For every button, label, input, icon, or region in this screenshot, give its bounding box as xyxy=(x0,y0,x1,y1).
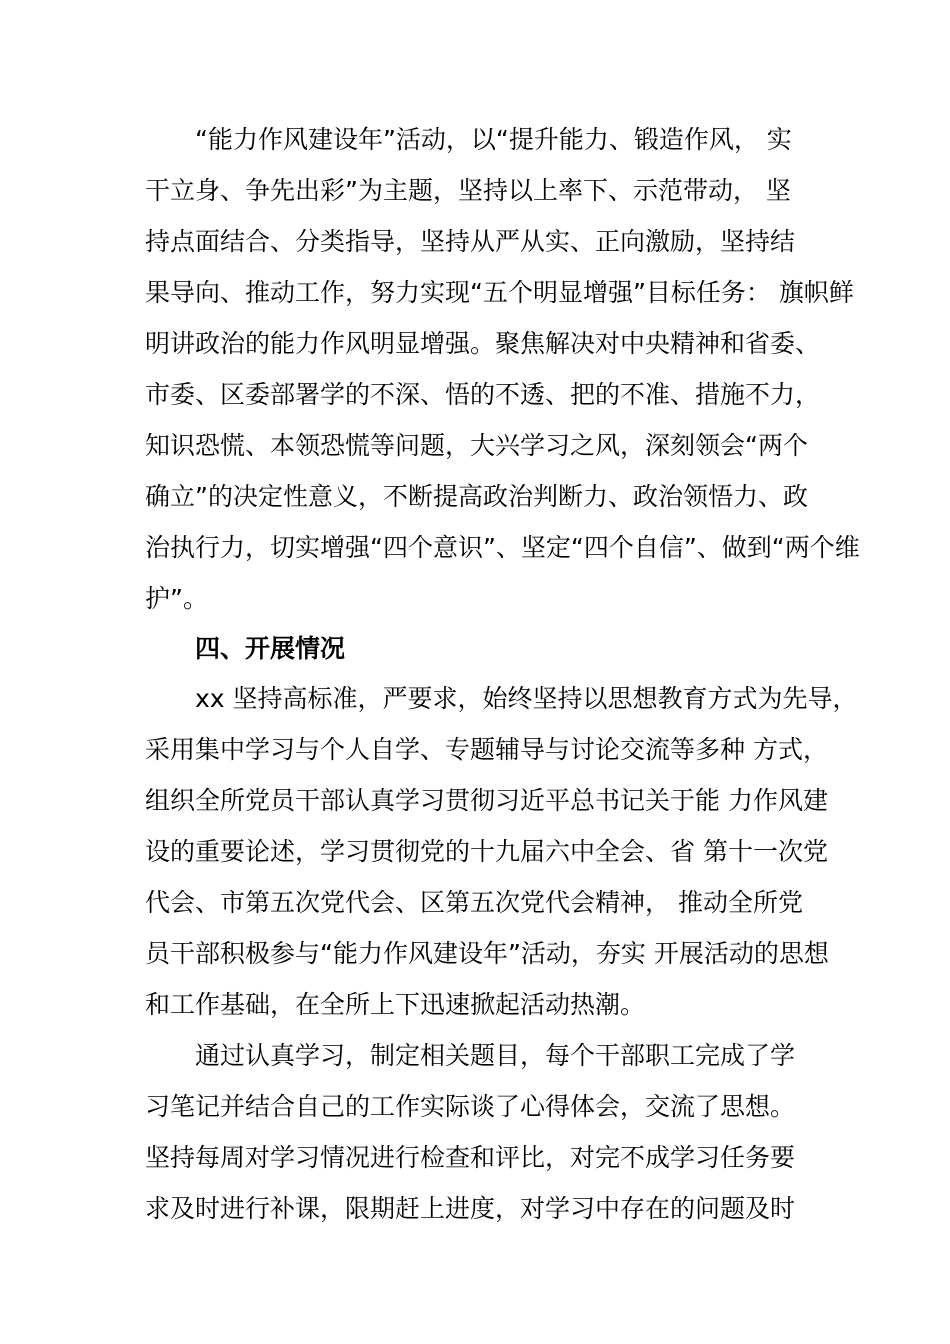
paragraph-line: 习笔记并结合自己的工作实际谈了心得体会，交流了思想。 xyxy=(145,1092,796,1121)
paragraph-line: 设的重要论述，学习贯彻党的十九届六中全会、省 第十一次党 xyxy=(145,837,828,866)
paragraph-line: 治执行力，切实增强“四个意识”、坚定“四个自信”、做到“两个维 xyxy=(145,533,860,562)
paragraph-line: 市委、区委部署学的不深、悟的不透、把的不准、措施不力， xyxy=(145,380,821,409)
paragraph-line: 果导向、推动工作，努力实现“五个明显增强”目标任务： 旗帜鲜 xyxy=(145,278,854,307)
paragraph-line: 采用集中学习与个人自学、专题辅导与讨论交流等多种 方式， xyxy=(145,735,828,764)
paragraph-line: 知识恐慌、本领恐慌等问题，大兴学习之风，深刻领会“两个 xyxy=(145,431,808,460)
paragraph-line: 组织全所党员干部认真学习贯彻习近平总书记关于能 力作风建 xyxy=(145,786,828,815)
paragraph-line: 通过认真学习，制定相关题目，每个干部职工完成了学 xyxy=(195,1041,796,1070)
paragraph-line: 员干部积极参与“能力作风建设年”活动，夯实 开展活动的思想 xyxy=(145,939,829,968)
section-heading: 四、开展情况 xyxy=(195,634,346,663)
paragraph-line: “能力作风建设年”活动，以“提升能力、锻造作风， 实 xyxy=(195,125,792,154)
paragraph-line: xx 坚持高标准，严要求，始终坚持以思想教育方式为先导， xyxy=(195,684,858,713)
paragraph-line: 和工作基础，在全所上下迅速掀起活动热潮。 xyxy=(145,990,646,1019)
paragraph-line: 代会、市第五次党代会、区第五次党代会精神， 推动全所党 xyxy=(145,888,803,917)
paragraph-line: 明讲政治的能力作风明显增强。聚焦解决对中央精神和省委、 xyxy=(145,329,821,358)
paragraph-line: 干立身、争先出彩”为主题，坚持以上率下、示范带动， 坚 xyxy=(145,176,791,205)
paragraph-line: 求及时进行补课，限期赶上进度，对学习中存在的问题及时 xyxy=(145,1194,796,1223)
paragraph-line: 确立”的决定性意义，不断提高政治判断力、政治领悟力、政 xyxy=(145,482,808,511)
paragraph-line: 坚持每周对学习情况进行检查和评比，对完不成学习任务要 xyxy=(145,1143,796,1172)
paragraph-line: 持点面结合、分类指导，坚持从严从实、正向激励，坚持结 xyxy=(145,227,796,256)
paragraph-line: 护”。 xyxy=(145,584,208,613)
